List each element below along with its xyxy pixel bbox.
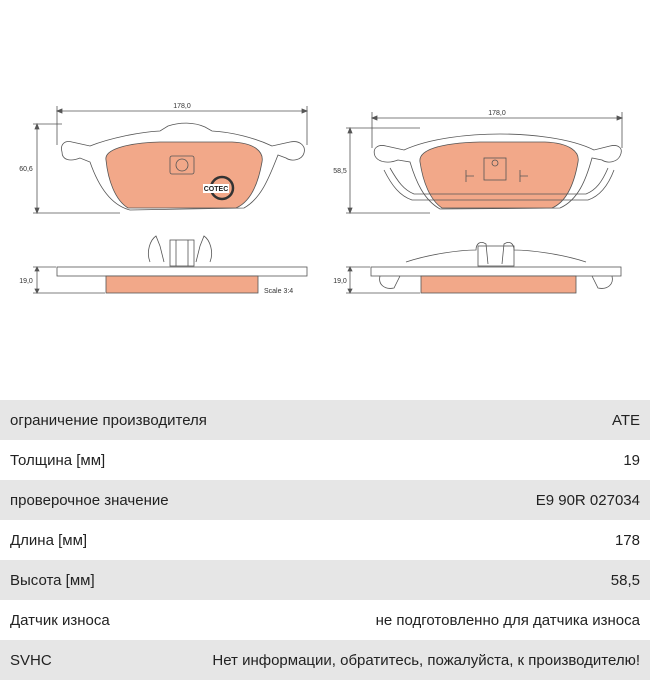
spec-label: Длина [мм] (10, 531, 88, 549)
right-height-dimension: 58,5 (333, 168, 347, 175)
spec-value: 19 (623, 451, 640, 469)
spec-row (0, 600, 650, 640)
spec-value: ATE (611, 411, 640, 429)
spec-label: Толщина [мм] (10, 451, 106, 469)
left-height-dimension: 60,6 (19, 166, 33, 173)
spec-value: 58,5 (610, 571, 640, 589)
spec-value: 178 (614, 531, 640, 549)
spec-label: ограничение производителя (10, 411, 207, 429)
spec-label: проверочное значение (10, 491, 169, 509)
spec-row (0, 400, 650, 440)
spec-row (0, 520, 650, 560)
left-width-dimension: 178,0 (173, 103, 191, 110)
cotec-logo-text: COTEC (203, 186, 229, 193)
spec-value: не подготовленно для датчика износа (375, 611, 640, 629)
spec-row (0, 480, 650, 520)
scale-label: Scale 3:4 (264, 288, 294, 295)
spec-value: Нет информации, обратитесь, пожалуйста, к производителю! (212, 651, 640, 669)
spec-label: Высота [мм] (10, 571, 95, 589)
right-thickness-dimension: 19,0 (333, 278, 347, 285)
left-thickness-dimension: 19,0 (19, 278, 33, 285)
spec-label: Датчик износа (10, 611, 110, 629)
spec-row (0, 560, 650, 600)
specs-table (0, 400, 650, 680)
spec-value: E9 90R 027034 (535, 491, 640, 509)
spec-label: SVHC (10, 651, 52, 669)
spec-row (0, 640, 650, 680)
spec-row (0, 440, 650, 480)
right-width-dimension: 178,0 (488, 110, 506, 117)
